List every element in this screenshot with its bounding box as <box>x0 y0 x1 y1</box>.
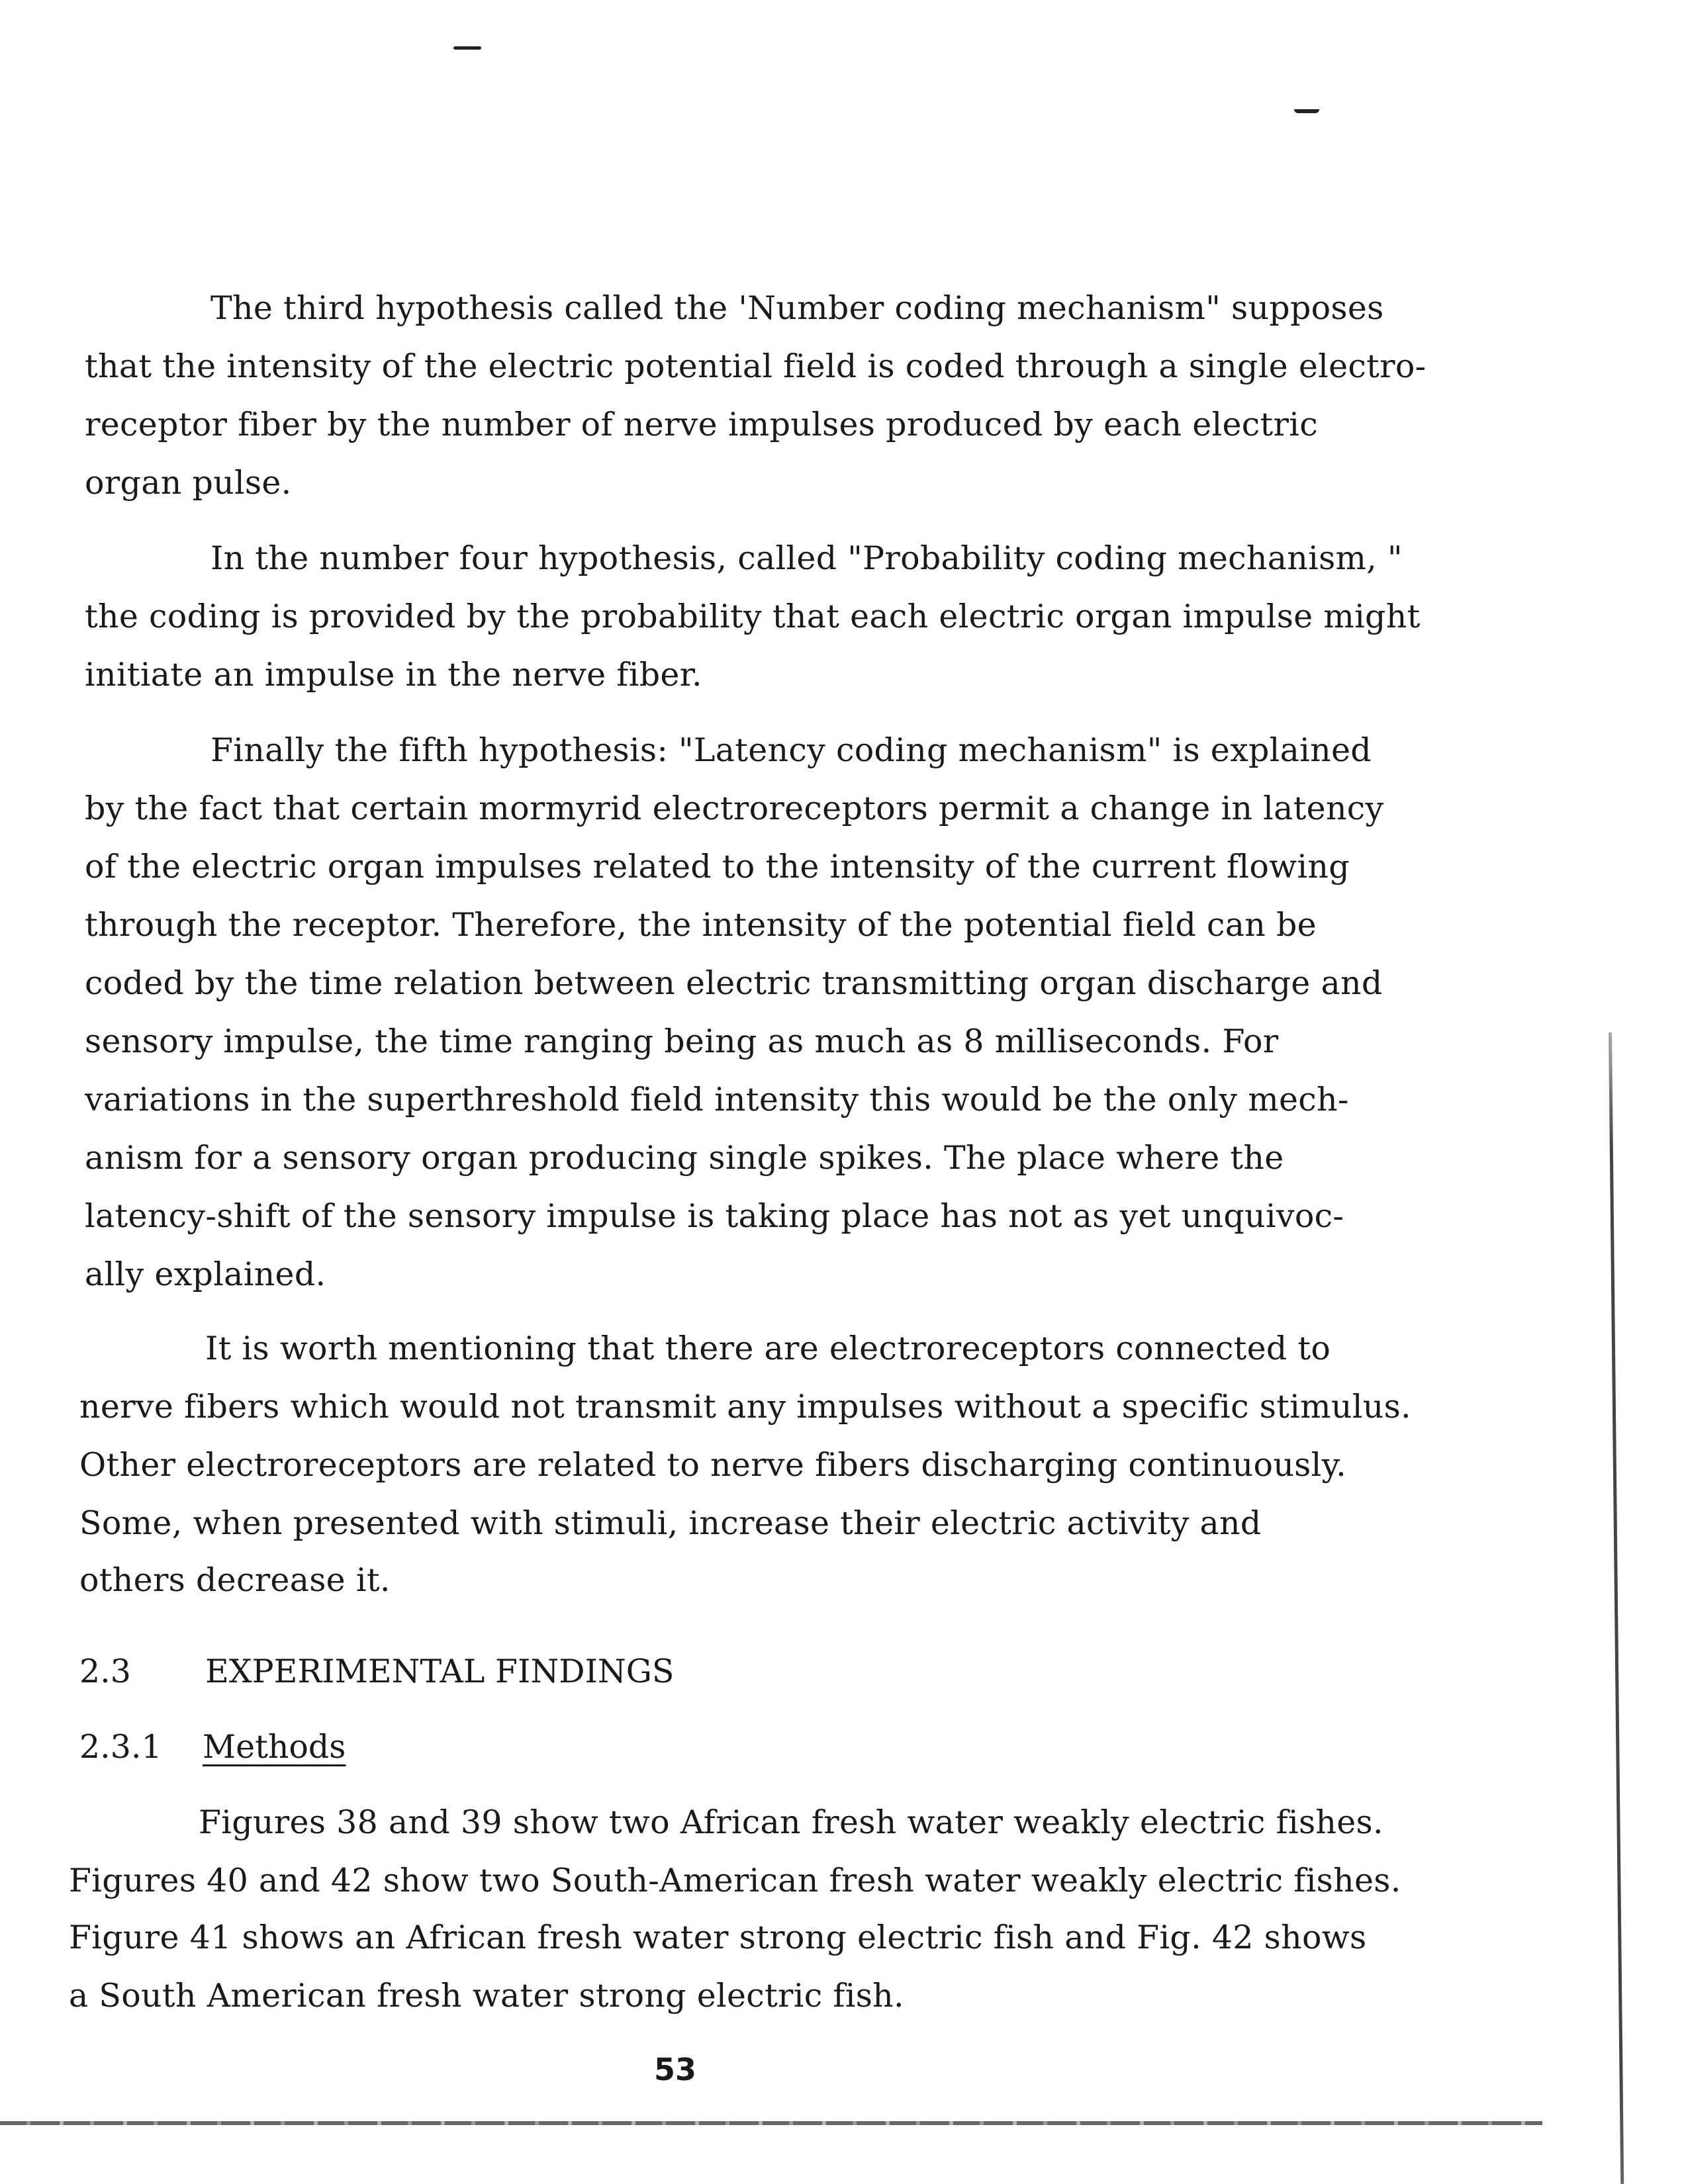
subsection-number: 2.3.1 <box>79 1728 162 1766</box>
text-line: ally explained. <box>85 1255 326 1293</box>
text-line: nerve fibers which would not transmit any impulses without a specific stimulus. <box>79 1388 1411 1426</box>
section-heading <box>79 1652 874 1692</box>
section-number: 2.3 <box>79 1653 131 1690</box>
text-line: a South American fresh water strong electric fish. <box>69 1977 904 2015</box>
scan-mark <box>1294 109 1319 113</box>
text-line: by the fact that certain mormyrid electroreceptors permit a change in latency <box>85 790 1384 827</box>
text-line: receptor fiber by the number of nerve impulses produced by each electric <box>85 406 1318 443</box>
text-line: organ pulse. <box>85 464 292 502</box>
scan-edge-bottom <box>0 2121 1542 2125</box>
text-line: Figures 40 and 42 show two South-American fresh water weakly electric fishes. <box>69 1862 1401 1899</box>
subsection-heading <box>79 1727 874 1767</box>
text-line: Some, when presented with stimuli, increase their electric activity and <box>79 1504 1262 1542</box>
text-line: that the intensity of the electric potential field is coded through a single electro- <box>85 347 1427 385</box>
text-line: Figures 38 and 39 show two African fresh water weakly electric fishes. <box>199 1803 1383 1841</box>
text-line: coded by the time relation between electric transmitting organ discharge and <box>85 964 1383 1002</box>
text-line: Figure 41 shows an African fresh water strong electric fish and Fig. 42 shows <box>69 1919 1367 1956</box>
subsection-title: Methods <box>203 1728 346 1766</box>
text-line: Other electroreceptors are related to nerve fibers discharging continuously. <box>79 1446 1346 1484</box>
text-line: the coding is provided by the probability that each electric organ impulse might <box>85 598 1421 635</box>
scan-edge-right <box>1609 1032 1624 2184</box>
text-line: of the electric organ impulses related to the intensity of the current flowing <box>85 848 1350 886</box>
scan-mark <box>453 46 481 50</box>
text-line: variations in the superthreshold field intensity this would be the only mech- <box>85 1081 1349 1118</box>
text-line: initiate an impulse in the nerve fiber. <box>85 656 702 694</box>
text-line: It is worth mentioning that there are electroreceptors connected to <box>205 1330 1331 1367</box>
text-line: The third hypothesis called the 'Number coding mechanism" supposes <box>210 289 1384 327</box>
text-line: sensory impulse, the time ranging being as much as 8 milliseconds. For <box>85 1023 1279 1060</box>
text-line: latency-shift of the sensory impulse is taking place has not as yet unquivoc- <box>85 1197 1344 1235</box>
text-line: others decrease it. <box>79 1561 391 1599</box>
section-title: EXPERIMENTAL FINDINGS <box>205 1653 675 1690</box>
text-line: Finally the fifth hypothesis: "Latency coding mechanism" is explained <box>210 731 1372 769</box>
text-line: anism for a sensory organ producing single spikes. The place where the <box>85 1139 1284 1177</box>
text-line: through the receptor. Therefore, the intensity of the potential field can be <box>85 906 1317 944</box>
page-number: 53 <box>653 2052 696 2087</box>
text-line: In the number four hypothesis, called "Probability coding mechanism, " <box>210 539 1403 577</box>
